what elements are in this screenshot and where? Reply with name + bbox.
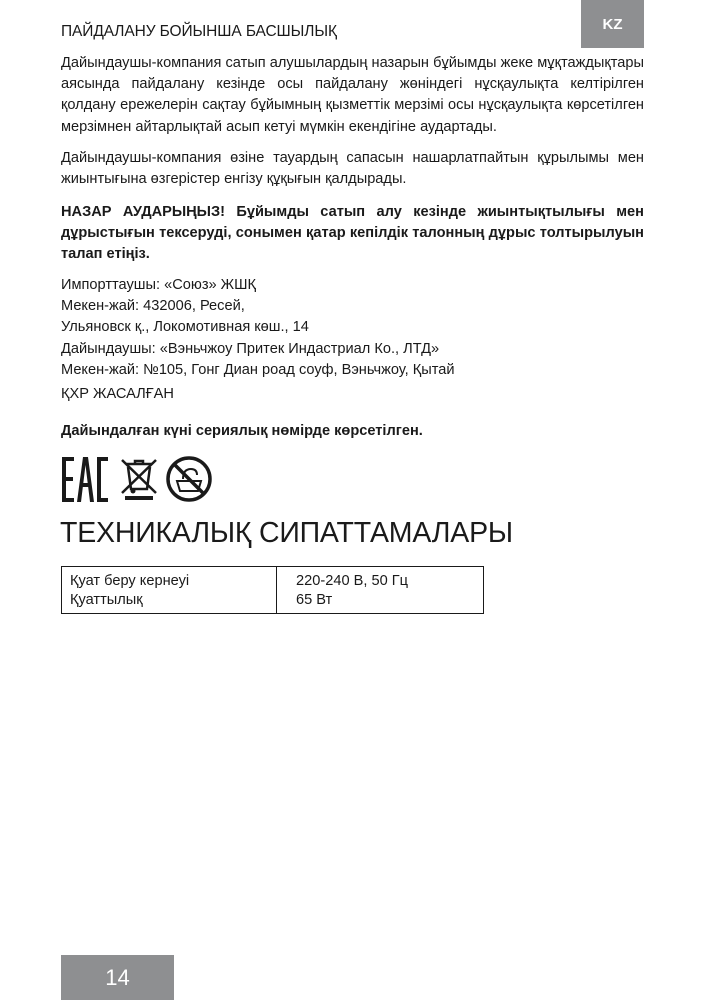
contact-block	[61, 275, 455, 381]
language-tab	[581, 0, 644, 48]
no-bath-icon	[165, 455, 213, 503]
origin-text: ҚХР ЖАСАЛҒАН	[61, 386, 174, 402]
section-title: ПАЙДАЛАНУ БОЙЫНША БАСШЫЛЫҚ	[61, 23, 337, 40]
spec-value-voltage: 220-240 В, 50 Гц	[296, 573, 409, 589]
tech-section-title: ТЕХНИКАЛЫҚ СИПАТТАМАЛАРЫ	[60, 517, 513, 549]
language-tab-label: KZ	[602, 15, 623, 33]
paragraph-intro: Дайындаушы-компания сатып алушылардың назарын бұйымды жеке мұқтаждықтары аясында пайдалану кезінде осы пайдалану жөніндегі нұсқаулықта келтірілген қолдану ережелерін сақтау бұйымның қызметтік мерзімі осы нұсқаулықта көрсетілген мерзімнен айтарлықтай асып кетуі мүмкін екендігіне аудартады.	[61, 55, 644, 135]
contact-line-importer-address: Мекен-жай: 432006, Ресей,	[61, 298, 245, 315]
manufacture-date-note: Дайындалған күні сериялық нөмірде көрсетілген.	[61, 423, 423, 439]
spec-values-column	[277, 567, 408, 613]
contact-line-importer: Импорттаушы: «Союз» ЖШҚ	[61, 277, 257, 293]
spec-label-voltage: Қуат беру кернеуі	[70, 573, 190, 589]
eac-mark-icon	[61, 455, 109, 503]
paragraph-changes: Дайындаушы-компания өзіне тауардың сапасын нашарлатпайтын құрылымы мен жиынтығына өзгерістер енгізу құқығын қалдырады.	[61, 150, 644, 188]
crossed-out-bin-icon	[119, 455, 159, 501]
contact-line-manufacturer-address: Мекен-жай: №105, Гонг Диан роад соуф, Вэньчжоу, Қытай	[61, 361, 455, 378]
warning-paragraph: НАЗАР АУДАРЫҢЫЗ! Бұйымды сатып алу кезінде жиынтықтылығы мен дұрыстығын тексеруді, сонымен қатар кепілдік талонның дұрыс толтырылуын талап етіңіз.	[61, 204, 644, 263]
spec-value-power: 65 Вт	[296, 592, 333, 608]
contact-line-importer-city: Ульяновск қ., Локомотивная көш., 14	[61, 319, 309, 336]
contact-line-manufacturer: Дайындаушы: «Вэньчжоу Притек Индастриал Ко., ЛТД»	[61, 340, 440, 357]
spec-labels-column	[62, 567, 277, 613]
page-number-box	[61, 955, 174, 1000]
page-number: 14	[105, 964, 130, 990]
spec-table	[61, 566, 484, 614]
spec-label-power: Қуаттылық	[70, 592, 143, 608]
